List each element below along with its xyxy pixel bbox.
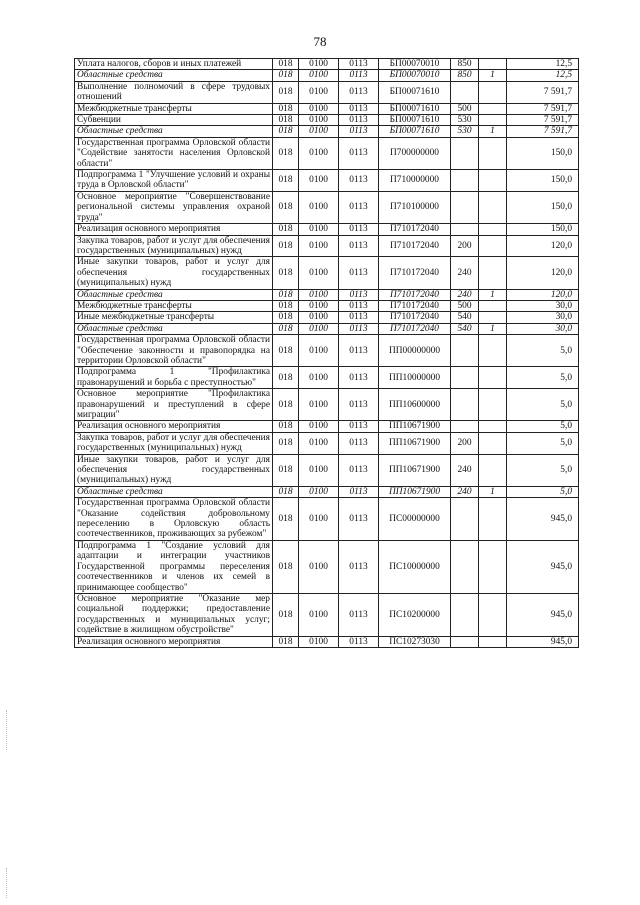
fund-source-cell [479,224,507,235]
expense-type-cell: 850 [451,59,479,70]
section-cell: 0100 [299,300,339,311]
expense-type-cell [451,191,479,223]
margin-mark [6,868,9,898]
subsection-cell: 0113 [339,170,379,192]
table-row [75,312,579,323]
budget-table [74,58,579,648]
ministry-code-cell: 018 [273,389,299,421]
target-article-cell: П700000000 [379,137,451,169]
fund-source-cell [479,191,507,223]
row-name-cell: Иные межбюджетные трансферты [75,312,273,323]
subsection-cell: 0113 [339,335,379,367]
target-article-cell: ПС10000000 [379,540,451,593]
ministry-code-cell: 018 [273,70,299,81]
amount-cell: 5,0 [507,454,579,486]
row-name-cell: Подпрограмма 1 "Улучшение условий и охраны труда в Орловской области" [75,170,273,192]
fund-source-cell: 1 [479,486,507,497]
row-name-cell: Реализация основного мероприятия [75,224,273,235]
row-name-cell: Основное мероприятие "Профилактика правонарушений и преступлений в сфере миграции" [75,389,273,421]
expense-type-cell [451,335,479,367]
expense-type-cell: 200 [451,432,479,454]
table-row [75,432,579,454]
row-name-cell: Выполнение полномочий в сфере трудовых отношений [75,81,273,103]
target-article-cell: ПП10600000 [379,389,451,421]
row-name-cell: Областные средства [75,70,273,81]
amount-cell: 5,0 [507,367,579,389]
ministry-code-cell: 018 [273,81,299,103]
table-row [75,126,579,137]
section-cell: 0100 [299,367,339,389]
fund-source-cell: 1 [479,126,507,137]
row-name-cell: Реализация основного мероприятия [75,421,273,432]
amount-cell: 945,0 [507,540,579,593]
table-row [75,103,579,114]
ministry-code-cell: 018 [273,636,299,647]
target-article-cell: П710172040 [379,257,451,289]
margin-mark [6,710,9,750]
ministry-code-cell: 018 [273,432,299,454]
subsection-cell: 0113 [339,421,379,432]
subsection-cell: 0113 [339,103,379,114]
subsection-cell: 0113 [339,498,379,541]
row-name-cell: Областные средства [75,289,273,300]
expense-type-cell: 240 [451,486,479,497]
row-name-cell: Уплата налогов, сборов и иных платежей [75,59,273,70]
target-article-cell: П710172040 [379,235,451,257]
target-article-cell: П710172040 [379,300,451,311]
row-name-cell: Основное мероприятие "Совершенствование региональной системы управления охраной труда" [75,191,273,223]
fund-source-cell [479,636,507,647]
amount-cell: 945,0 [507,593,579,636]
target-article-cell: ПС10273030 [379,636,451,647]
target-article-cell: ПП00000000 [379,335,451,367]
subsection-cell: 0113 [339,59,379,70]
section-cell: 0100 [299,115,339,126]
subsection-cell: 0113 [339,367,379,389]
section-cell: 0100 [299,498,339,541]
subsection-cell: 0113 [339,300,379,311]
section-cell: 0100 [299,137,339,169]
ministry-code-cell: 018 [273,137,299,169]
amount-cell: 120,0 [507,235,579,257]
table-row [75,335,579,367]
table-row [75,367,579,389]
amount-cell: 12,5 [507,70,579,81]
amount-cell: 150,0 [507,170,579,192]
expense-type-cell: 500 [451,103,479,114]
subsection-cell: 0113 [339,115,379,126]
ministry-code-cell: 018 [273,103,299,114]
table-row [75,289,579,300]
fund-source-cell [479,312,507,323]
fund-source-cell [479,81,507,103]
fund-source-cell [479,498,507,541]
expense-type-cell [451,498,479,541]
section-cell: 0100 [299,224,339,235]
expense-type-cell [451,636,479,647]
expense-type-cell: 500 [451,300,479,311]
target-article-cell: П710172040 [379,312,451,323]
section-cell: 0100 [299,486,339,497]
expense-type-cell [451,170,479,192]
fund-source-cell [479,454,507,486]
ministry-code-cell: 018 [273,486,299,497]
subsection-cell: 0113 [339,224,379,235]
ministry-code-cell: 018 [273,540,299,593]
section-cell: 0100 [299,70,339,81]
subsection-cell: 0113 [339,137,379,169]
fund-source-cell [479,389,507,421]
section-cell: 0100 [299,540,339,593]
ministry-code-cell: 018 [273,300,299,311]
table-row [75,540,579,593]
subsection-cell: 0113 [339,289,379,300]
target-article-cell: П710000000 [379,170,451,192]
amount-cell: 5,0 [507,335,579,367]
expense-type-cell: 200 [451,235,479,257]
section-cell: 0100 [299,389,339,421]
expense-type-cell [451,421,479,432]
section-cell: 0100 [299,312,339,323]
target-article-cell: П710100000 [379,191,451,223]
subsection-cell: 0113 [339,191,379,223]
target-article-cell: ПП10000000 [379,367,451,389]
ministry-code-cell: 018 [273,115,299,126]
amount-cell: 5,0 [507,486,579,497]
row-name-cell: Областные средства [75,486,273,497]
amount-cell: 5,0 [507,421,579,432]
table-row [75,115,579,126]
page-number: 78 [313,34,327,49]
table-row [75,224,579,235]
section-cell: 0100 [299,81,339,103]
ministry-code-cell: 018 [273,59,299,70]
target-article-cell: ПП10671900 [379,432,451,454]
expense-type-cell: 240 [451,454,479,486]
row-name-cell: Основное мероприятие "Оказание мер социальной поддержки; предоставление государственных и муниципальных услуг; содействие в жилищном обустройстве" [75,593,273,636]
fund-source-cell [479,257,507,289]
ministry-code-cell: 018 [273,289,299,300]
fund-source-cell [479,300,507,311]
row-name-cell: Иные закупки товаров, работ и услуг для обеспечения государственных (муниципальных) нужд [75,454,273,486]
fund-source-cell: 1 [479,289,507,300]
fund-source-cell: 1 [479,323,507,334]
ministry-code-cell: 018 [273,454,299,486]
expense-type-cell: 530 [451,115,479,126]
subsection-cell: 0113 [339,257,379,289]
section-cell: 0100 [299,103,339,114]
row-name-cell: Государственная программа Орловской области "Оказание содействия добровольному переселению в Орловскую область соотечественников, проживающих за рубежом" [75,498,273,541]
table-row [75,593,579,636]
table-row [75,137,579,169]
table-row [75,389,579,421]
row-name-cell: Межбюджетные трансферты [75,103,273,114]
amount-cell: 30,0 [507,312,579,323]
table-row [75,636,579,647]
expense-type-cell [451,593,479,636]
subsection-cell: 0113 [339,126,379,137]
target-article-cell: ПП10671900 [379,454,451,486]
section-cell: 0100 [299,170,339,192]
ministry-code-cell: 018 [273,335,299,367]
ministry-code-cell: 018 [273,421,299,432]
section-cell: 0100 [299,59,339,70]
expense-type-cell [451,81,479,103]
amount-cell: 150,0 [507,137,579,169]
fund-source-cell [479,367,507,389]
table-row [75,81,579,103]
expense-type-cell: 240 [451,289,479,300]
target-article-cell: БП00070010 [379,70,451,81]
expense-type-cell: 530 [451,126,479,137]
amount-cell: 7 591,7 [507,115,579,126]
row-name-cell: Закупка товаров, работ и услуг для обеспечения государственных (муниципальных) нужд [75,432,273,454]
target-article-cell: ПС00000000 [379,498,451,541]
fund-source-cell [479,540,507,593]
section-cell: 0100 [299,593,339,636]
target-article-cell: БП00071610 [379,126,451,137]
amount-cell: 30,0 [507,323,579,334]
amount-cell: 5,0 [507,432,579,454]
amount-cell: 150,0 [507,224,579,235]
expense-type-cell [451,389,479,421]
amount-cell: 945,0 [507,498,579,541]
ministry-code-cell: 018 [273,224,299,235]
expense-type-cell: 540 [451,323,479,334]
table-row [75,170,579,192]
section-cell: 0100 [299,191,339,223]
ministry-code-cell: 018 [273,191,299,223]
fund-source-cell [479,421,507,432]
fund-source-cell [479,59,507,70]
row-name-cell: Подпрограмма 1 "Создание условий для адаптации и интеграции участников Государственной программы переселения соотечественников и членов их семей в принимающее сообщество" [75,540,273,593]
amount-cell: 7 591,7 [507,126,579,137]
row-name-cell: Подпрограмма 1 "Профилактика правонарушений и борьба с преступностью" [75,367,273,389]
section-cell: 0100 [299,235,339,257]
row-name-cell: Субвенции [75,115,273,126]
subsection-cell: 0113 [339,486,379,497]
table-row [75,70,579,81]
row-name-cell: Реализация основного мероприятия [75,636,273,647]
ministry-code-cell: 018 [273,498,299,541]
target-article-cell: ПП10671900 [379,486,451,497]
table-row [75,421,579,432]
fund-source-cell: 1 [479,70,507,81]
target-article-cell: П710172040 [379,323,451,334]
fund-source-cell [479,335,507,367]
fund-source-cell [479,235,507,257]
target-article-cell: П710172040 [379,224,451,235]
amount-cell: 7 591,7 [507,103,579,114]
subsection-cell: 0113 [339,235,379,257]
ministry-code-cell: 018 [273,170,299,192]
target-article-cell: П710172040 [379,289,451,300]
ministry-code-cell: 018 [273,367,299,389]
expense-type-cell [451,367,479,389]
amount-cell: 150,0 [507,191,579,223]
fund-source-cell [479,115,507,126]
table-row [75,323,579,334]
row-name-cell: Иные закупки товаров, работ и услуг для обеспечения государственных (муниципальных) нужд [75,257,273,289]
fund-source-cell [479,170,507,192]
section-cell: 0100 [299,257,339,289]
table-row [75,498,579,541]
table-row [75,59,579,70]
subsection-cell: 0113 [339,432,379,454]
subsection-cell: 0113 [339,81,379,103]
ministry-code-cell: 018 [273,235,299,257]
section-cell: 0100 [299,636,339,647]
section-cell: 0100 [299,335,339,367]
ministry-code-cell: 018 [273,257,299,289]
expense-type-cell: 240 [451,257,479,289]
row-name-cell: Государственная программа Орловской области "Обеспечение законности и правопорядка на территории Орловской области" [75,335,273,367]
row-name-cell: Межбюджетные трансферты [75,300,273,311]
target-article-cell: БП00071610 [379,81,451,103]
fund-source-cell [479,103,507,114]
section-cell: 0100 [299,432,339,454]
expense-type-cell: 850 [451,70,479,81]
expense-type-cell: 540 [451,312,479,323]
row-name-cell: Государственная программа Орловской области "Содействие занятости населения Орловской области" [75,137,273,169]
amount-cell: 30,0 [507,300,579,311]
amount-cell: 120,0 [507,257,579,289]
table-row [75,454,579,486]
ministry-code-cell: 018 [273,312,299,323]
section-cell: 0100 [299,454,339,486]
target-article-cell: БП00071610 [379,103,451,114]
target-article-cell: БП00071610 [379,115,451,126]
subsection-cell: 0113 [339,70,379,81]
ministry-code-cell: 018 [273,126,299,137]
row-name-cell: Областные средства [75,323,273,334]
section-cell: 0100 [299,421,339,432]
amount-cell: 945,0 [507,636,579,647]
table-body [75,59,579,648]
subsection-cell: 0113 [339,454,379,486]
table-row [75,257,579,289]
subsection-cell: 0113 [339,389,379,421]
target-article-cell: БП00070010 [379,59,451,70]
expense-type-cell [451,540,479,593]
section-cell: 0100 [299,323,339,334]
subsection-cell: 0113 [339,540,379,593]
table-row [75,235,579,257]
expense-type-cell [451,137,479,169]
subsection-cell: 0113 [339,636,379,647]
amount-cell: 120,0 [507,289,579,300]
section-cell: 0100 [299,126,339,137]
table-row [75,486,579,497]
amount-cell: 12,5 [507,59,579,70]
subsection-cell: 0113 [339,593,379,636]
amount-cell: 7 591,7 [507,81,579,103]
ministry-code-cell: 018 [273,593,299,636]
subsection-cell: 0113 [339,312,379,323]
target-article-cell: ПП10671900 [379,421,451,432]
amount-cell: 5,0 [507,389,579,421]
table-row [75,300,579,311]
row-name-cell: Закупка товаров, работ и услуг для обеспечения государственных (муниципальных) нужд [75,235,273,257]
subsection-cell: 0113 [339,323,379,334]
row-name-cell: Областные средства [75,126,273,137]
fund-source-cell [479,137,507,169]
fund-source-cell [479,593,507,636]
ministry-code-cell: 018 [273,323,299,334]
table-row [75,191,579,223]
fund-source-cell [479,432,507,454]
expense-type-cell [451,224,479,235]
section-cell: 0100 [299,289,339,300]
target-article-cell: ПС10200000 [379,593,451,636]
